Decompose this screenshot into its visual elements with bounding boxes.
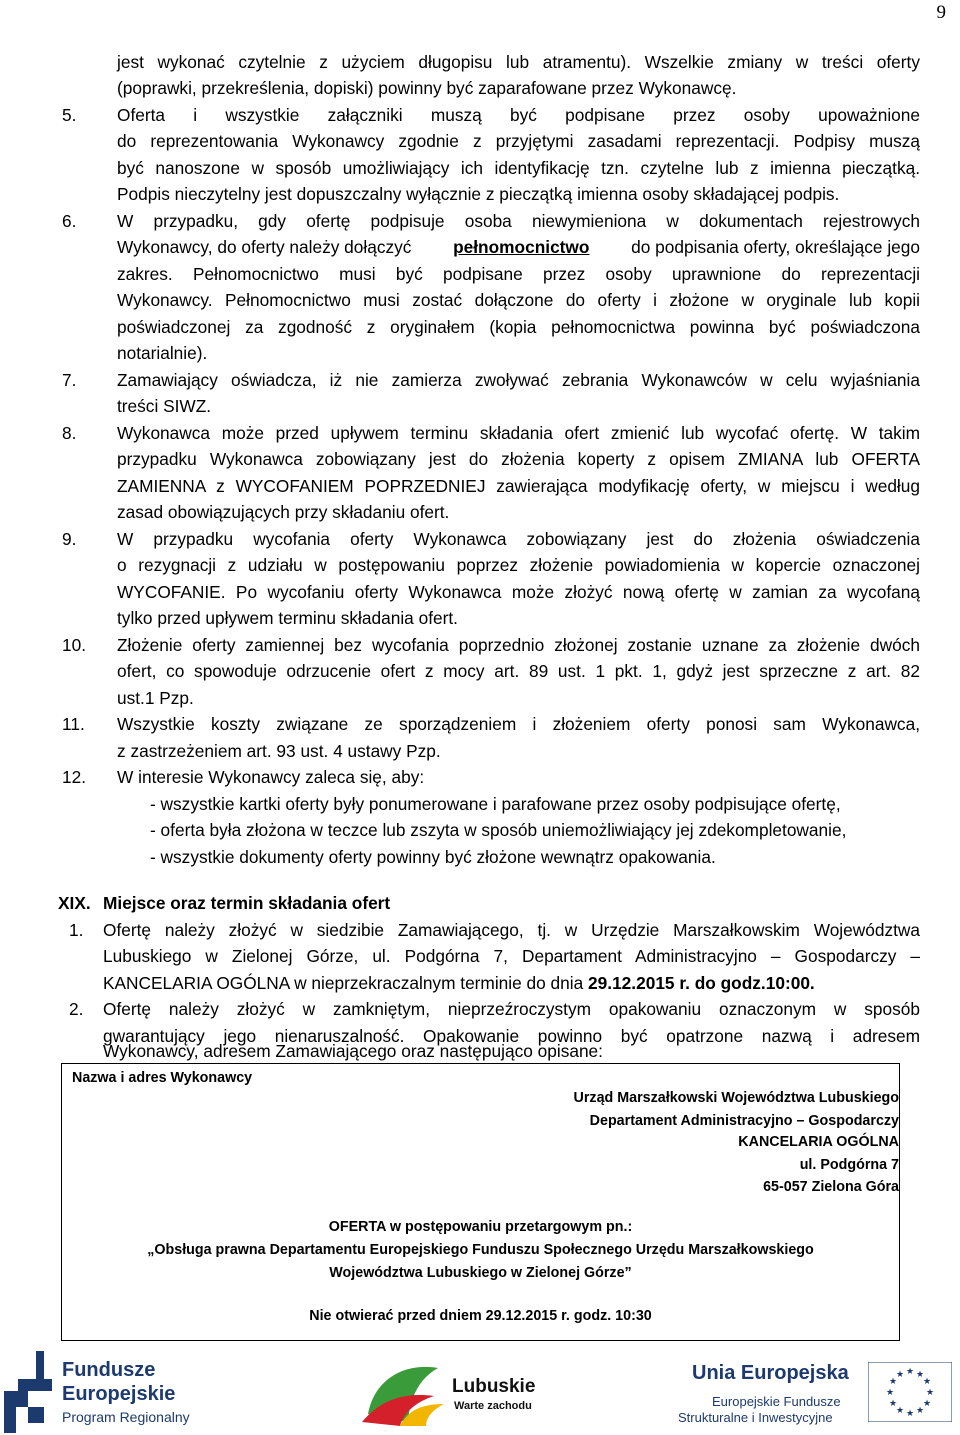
text-line: Zamawiający oświadcza, iż nie zamierza zwoływać zebrania Wykonawców w celu wyjaśniania bbox=[117, 370, 920, 390]
svg-text:★: ★ bbox=[905, 1367, 915, 1377]
section-title: Miejsce oraz termin składania ofert bbox=[103, 893, 391, 913]
addressee-line: Departament Administracyjno – Gospodarczy bbox=[589, 1113, 899, 1129]
text-line: ZAMIENNA z WYCOFANIEM POPRZEDNIEJ zawierająca modyfikację oferty, w miejscu i według bbox=[117, 476, 920, 496]
text-line: ust.1 Pzp. bbox=[117, 688, 194, 708]
text-line: Ofertę należy złożyć w siedzibie Zamawiającego, tj. w Urzędzie Marszałkowskim Województwa bbox=[103, 920, 920, 940]
svg-text:★: ★ bbox=[888, 1377, 898, 1387]
item-number: 1. bbox=[69, 920, 84, 940]
ue-line: Strukturalne i Inwestycyjne bbox=[678, 1410, 833, 1425]
fe-line: Program Regionalny bbox=[62, 1409, 190, 1425]
bullet-line: - oferta była złożona w teczce lub zszyta w sposób uniemożliwiający jej zdekompletowanie, bbox=[150, 820, 847, 840]
svg-text:★: ★ bbox=[905, 1409, 915, 1419]
text-line: do reprezentowania Wykonawcy zgodnie z przyjętymi zasadami reprezentacji. Podpisy muszą bbox=[117, 131, 920, 151]
deadline: 29.12.2015 r. do godz.10:00. bbox=[588, 973, 815, 993]
bullet-line: - wszystkie dokumenty oferty powinny być złożone wewnątrz opakowania. bbox=[150, 847, 716, 867]
fe-line: Europejskie bbox=[62, 1383, 176, 1405]
text-line: Ofertę należy złożyć w zamkniętym, nieprzeźroczystym opakowaniu oznaczonym w sposób bbox=[103, 999, 920, 1019]
addressee-line: Urząd Marszałkowski Województwa Lubuskiego bbox=[573, 1090, 899, 1106]
text-line: ofert, co spowoduje odrzucenie ofert z mocy art. 89 ust. 1 pkt. 1, gdyż jest sprzeczne z art. 82 bbox=[117, 661, 920, 681]
text-line: Złożenie oferty zamiennej bez wycofania poprzednio złożonej zostanie uznane za złożenie dwóch bbox=[117, 635, 920, 655]
fe-line: Fundusze bbox=[62, 1359, 156, 1381]
item-number: 8. bbox=[62, 423, 77, 443]
fundusze-europejskie-logo bbox=[2, 1348, 242, 1435]
envelope-label-box bbox=[61, 1063, 900, 1341]
text-line: zasad obowiązujących przy składaniu ofert. bbox=[117, 502, 450, 522]
svg-text:★: ★ bbox=[922, 1399, 932, 1409]
text-line: treści SIWZ. bbox=[117, 396, 212, 416]
item-number: 11. bbox=[62, 714, 85, 734]
text-line: Podpis nieczytelny jest dopuszczalny wyłącznie z pieczątką imienna osoby składającej podpis. bbox=[117, 184, 840, 204]
item-number: 9. bbox=[62, 529, 77, 549]
text-fragment: Wykonawcy, do oferty należy dołączyć bbox=[117, 237, 412, 257]
text-line bbox=[117, 237, 920, 258]
item-number: 5. bbox=[62, 105, 77, 125]
text-line: W przypadku wycofania oferty Wykonawca zobowiązany jest do złożenia oświadczenia bbox=[117, 529, 920, 549]
item-number: 10. bbox=[62, 635, 87, 655]
text-line bbox=[103, 973, 815, 994]
section-number: XIX. bbox=[58, 893, 91, 913]
item-number: 2. bbox=[69, 999, 84, 1019]
text-line: (poprawki, przekreślenia, dopiski) powinny być zaparafowane przez Wykonawcę. bbox=[117, 78, 737, 98]
ue-line: Europejskie Fundusze bbox=[712, 1394, 841, 1409]
text-line: zakres. Pełnomocnictwo musi być podpisane przez osoby uprawnione do reprezentacji bbox=[117, 264, 920, 284]
text-fragment: do podpisania oferty, określające jego bbox=[631, 237, 920, 257]
addressee-line: 65-057 Zielona Góra bbox=[763, 1179, 899, 1195]
text-line: Wykonawca może przed upływem terminu składania ofert zmienić lub wycofać ofertę. W takim bbox=[117, 423, 920, 443]
item-number: 6. bbox=[62, 211, 77, 231]
item-number: 12. bbox=[62, 767, 87, 787]
text-line: W przypadku, gdy ofertę podpisuje osoba niewymieniona w dokumentach rejestrowych bbox=[117, 211, 920, 231]
text-line: poświadczonej za zgodność z oryginałem (kopia pełnomocnictwa powinna być poświadczona bbox=[117, 317, 920, 337]
text-line: gwarantujący jego nienaruszalność. Opakowanie powinno być opatrzone nazwą i adresem bbox=[103, 1026, 920, 1046]
text-line: Lubuskiego w Zielonej Górze, ul. Podgórna 7, Departament Administracyjno – Gospodarczy – bbox=[103, 946, 920, 966]
emphasis-term: pełnomocnictwo bbox=[453, 237, 590, 257]
svg-text:★: ★ bbox=[922, 1377, 932, 1387]
do-not-open-notice: Nie otwierać przed dniem 29.12.2015 r. godz. 10:30 bbox=[309, 1308, 652, 1324]
text-line: jest wykonać czytelnie z użyciem długopisu lub atramentu). Wszelkie zmiany w treści oferty bbox=[117, 52, 920, 72]
text-line: tylko przed upływem terminu składania ofert. bbox=[117, 608, 458, 628]
svg-text:★: ★ bbox=[895, 1406, 905, 1416]
lubuskie-emblem-icon bbox=[360, 1356, 446, 1428]
text-line: o rezygnacji z udziału w postępowaniu poprzez złożenie powiadomienia w kopercie oznaczonej bbox=[117, 555, 920, 575]
item-number: 7. bbox=[62, 370, 77, 390]
text-line: notarialnie). bbox=[117, 343, 208, 363]
addressee-line: KANCELARIA OGÓLNA bbox=[738, 1134, 899, 1150]
page-number: 9 bbox=[936, 2, 946, 23]
text-fragment: KANCELARIA OGÓLNA w nieprzekraczalnym terminie do dnia bbox=[103, 973, 584, 993]
svg-text:★: ★ bbox=[925, 1388, 935, 1398]
svg-text:★: ★ bbox=[885, 1388, 895, 1398]
eu-flag-icon bbox=[868, 1362, 952, 1422]
text-line: Oferta i wszystkie załączniki muszą być podpisane przez osoby upoważnione bbox=[117, 105, 920, 125]
lubuskie-slogan: Warte zachodu bbox=[454, 1400, 532, 1412]
text-line: WYCOFANIE. Po wycofaniu oferty Wykonawca może złożyć nową ofertę w zamian za wycofaną bbox=[117, 582, 920, 602]
addressee-line: ul. Podgórna 7 bbox=[799, 1157, 899, 1173]
lubuskie-name: Lubuskie bbox=[452, 1376, 536, 1397]
text-line: Wszystkie koszty związane ze sporządzeniem i złożeniem oferty ponosi sam Wykonawca, bbox=[117, 714, 920, 734]
svg-text:★: ★ bbox=[915, 1370, 925, 1380]
ue-line: Unia Europejska bbox=[692, 1362, 849, 1384]
text-line: z zastrzeżeniem art. 93 ust. 4 ustawy Pzp. bbox=[117, 741, 441, 761]
text-line: przypadku Wykonawca zobowiązany jest do złożenia koperty z opisem ZMIANA lub OFERTA bbox=[117, 449, 920, 469]
fe-star-icon bbox=[4, 1351, 52, 1433]
svg-text:★: ★ bbox=[895, 1370, 905, 1380]
svg-text:★: ★ bbox=[915, 1406, 925, 1416]
text-line: Wykonawcy, adresem Zamawiającego oraz następująco opisane: bbox=[103, 1041, 603, 1061]
unia-europejska-logo bbox=[676, 1348, 960, 1435]
offer-heading: OFERTA w postępowaniu przetargowym pn.: bbox=[328, 1219, 633, 1235]
text-line: być nanoszone w sposób umożliwiający ich identyfikację tzn. czytelne lub z imienna pieczątką. bbox=[117, 158, 920, 178]
text-line: W interesie Wykonawcy zaleca się, aby: bbox=[117, 767, 425, 787]
offer-title: Województwa Lubuskiego w Zielonej Górze” bbox=[329, 1265, 632, 1281]
footer-logos bbox=[0, 1348, 960, 1435]
text-line: Wykonawcy. Pełnomocnictwo musi zostać dołączone do oferty i złożone w oryginale lub kopii bbox=[117, 290, 920, 310]
svg-text:★: ★ bbox=[888, 1399, 898, 1409]
offer-title: „Obsługa prawna Departamentu Europejskiego Funduszu Społecznego Urzędu Marszałkowskiego bbox=[147, 1242, 814, 1258]
bullet-line: - wszystkie kartki oferty były ponumerowane i parafowane przez osoby podpisujące ofertę, bbox=[150, 794, 841, 814]
lubuskie-logo bbox=[360, 1348, 560, 1435]
sender-label: Nazwa i adres Wykonawcy bbox=[72, 1070, 253, 1086]
